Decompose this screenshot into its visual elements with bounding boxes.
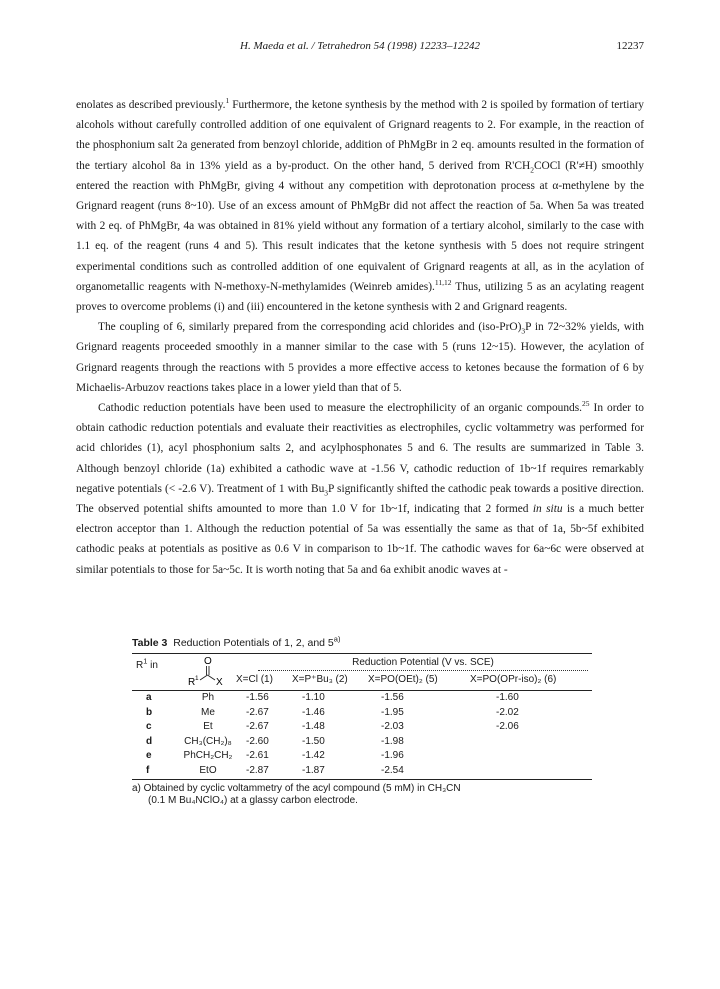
table-cell-label: a (146, 692, 152, 703)
table-cell-label: c (146, 721, 152, 733)
table-cell-label: e (146, 750, 152, 762)
table-cell-cl: -2.60 (246, 735, 269, 747)
table-cell-r1: EtO (199, 764, 217, 776)
col-header-poet: X=PO(OEt)₂ (5) (368, 674, 438, 685)
table-cell-pbu: -1.10 (302, 692, 325, 703)
article-body (76, 95, 644, 580)
struct-r-label: R (188, 677, 196, 688)
reduction-potential-header: Reduction Potential (V vs. SCE) (258, 656, 588, 671)
table-cell-cl: -2.61 (246, 750, 269, 762)
table-cell-label: f (146, 764, 150, 776)
p1-text-4: Thus, utilizing 5 as an acylating reagent proves to overcome problems (i) and (iii) encountered in the ketone synthesis with 2 and Grignard reagents. (76, 280, 644, 314)
struct-r-sup: 1 (195, 675, 199, 682)
table-footnote (132, 779, 592, 808)
table-footnote-line-2: (0.1 M Bu₄NClO₄) at a glassy carbon electrode. (148, 795, 358, 807)
p1-citation-1: 1 (225, 96, 230, 106)
p1-citation-2: 11,12 (434, 278, 452, 288)
table-cell-poet: -2.54 (381, 764, 404, 776)
table-cell-cl: -2.87 (246, 764, 269, 776)
table-cell-r1: CH₃(CH₂)₈ (184, 735, 232, 747)
table-cell-poet: -1.56 (381, 692, 404, 703)
table-3 (132, 634, 592, 808)
table-cell-poet: -1.95 (381, 706, 404, 718)
struct-oxygen-label: O (204, 656, 212, 667)
table-cell-popr: -1.60 (496, 692, 519, 703)
table-header (132, 653, 592, 691)
table-cell-popr: -2.02 (496, 706, 519, 718)
p1-subscript-1: 2 (530, 164, 534, 174)
col-header-popr: X=PO(OPr-iso)₂ (6) (470, 674, 557, 685)
table-caption-label: Table 3 (132, 637, 168, 649)
p3-text-4: is a much better electron acceptor than 1. Although the reduction potential of 5a was essentially the same as that of 1a, 5b~5f exhibited cathodic peaks at potentials as positive as 0.6 V in comparison to 1b~1f. The cathodic waves for 6a~6c were observed at similar potentials to those for 5a~5c. It is worth noting that 5a and 6a exhibit anodic waves at - (76, 503, 645, 576)
table-cell-r1: Me (201, 706, 215, 718)
page-number: 12237 (616, 40, 644, 52)
p2-subscript-1: 3 (521, 326, 526, 336)
r1-label-text: R (136, 660, 144, 671)
table-cell-poet: -1.98 (381, 735, 404, 747)
table-body (132, 691, 592, 779)
table-footnote-line-1: a) Obtained by cyclic voltammetry of the acyl compound (5 mM) in CH₃CN (132, 782, 461, 794)
table-cell-pbu: -1.50 (302, 735, 325, 747)
table-cell-pbu: -1.87 (302, 764, 325, 776)
table-caption (132, 634, 592, 649)
table-cell-r1: Ph (201, 692, 215, 703)
p1-text-1: enolates as described previously. (76, 99, 226, 111)
table-cell-cl: -2.67 (246, 721, 269, 733)
table-row (132, 720, 592, 735)
table-cell-poet: -1.96 (381, 750, 404, 762)
table-row (132, 764, 592, 779)
struct-bond-left (200, 675, 208, 680)
r1-in-text: in (147, 660, 158, 671)
table-cell-cl: -1.56 (246, 692, 269, 703)
p3-text-3: P significantly shifted the cathodic peak towards a positive direction. The observed potential shifts amounted to more than 1.0 V for 1b~1f, indicating that 2 formed (76, 482, 644, 516)
struct-bond-right (208, 675, 216, 680)
table-cell-pbu: -1.46 (302, 706, 325, 718)
col-header-pbu3: X=P⁺Bu₃ (2) (292, 674, 348, 685)
p1-text-2: Furthermore, the ketone synthesis by the method with 2 is spoiled by formation of tertiary alcohols without carefully controlled addition of one equivalent of Grignard reagents to 2. For example, in the reaction of the phosphonium salt 2a generated from benzoyl chloride, addition of PhMgBr in 2 eq. amounts resulted in the formation of the tertiary alcohol 8a in 13% yield as a by-product. On the other hand, 5 derived from R'CH (76, 99, 644, 172)
table-cell-pbu: -1.48 (302, 721, 325, 733)
p3-text-2: In order to obtain cathodic reduction potentials and evaluate their reactivities as electrophiles, cyclic voltammetry was performed for acid chlorides (1), acyl phosphonium salts 2, and acylphosphonates 5 and 6. The results are summarized in Table 3. Although benzoyl chloride (1a) exhibited a cathodic wave at -1.56 V, cathodic reduction of 1b~1f requires remarkably negative potentials (< -2.6 V). Treatment of 1 with Bu (76, 402, 644, 495)
p3-italic-1: in situ (532, 503, 563, 516)
table-cell-popr: -2.06 (496, 721, 519, 733)
p3-citation-1: 25 (582, 399, 590, 409)
running-title: H. Maeda et al. / Tetrahedron 54 (1998) 12233–12242 (240, 40, 480, 52)
table-row (132, 749, 592, 764)
col-header-cl: X=Cl (1) (236, 674, 273, 685)
table-cell-label: d (146, 735, 153, 747)
table-cell-cl: -2.67 (246, 706, 269, 718)
table-caption-text: Reduction Potentials of 1, 2, and 5 (173, 637, 334, 649)
p3-text-1: Cathodic reduction potentials have been used to measure the electrophilicity of an organic compounds. (98, 402, 582, 415)
table-cell-r1: Et (203, 721, 213, 733)
table-caption-footnote-mark: a) (333, 634, 341, 644)
p2-text-2: P in 72~32% yields, with Grignard reagents proceeded smoothly in a manner similar to the case with 5 (runs 12~15). However, the acylation of Grignard reagents through the reactions with 5 provides a more effective access to ketones because the formation of 6 by Michaelis-Arbuzov reactions takes place in a lower yield than that of 5. (76, 321, 644, 394)
paragraph-3 (76, 398, 644, 580)
p2-text-1: The coupling of 6, similarly prepared from the corresponding acid chlorides and (iso-PrO) (98, 321, 522, 334)
table-row (132, 706, 592, 721)
paragraph-1 (76, 95, 644, 317)
table-cell-pbu: -1.42 (302, 750, 325, 762)
paragraph-2 (76, 317, 644, 398)
table-cell-r1: PhCH₂CH₂ (183, 750, 233, 762)
p1-text-3: COCl (R'≠H) smoothly entered the reaction with PhMgBr, giving 4 without any competition with deprotonation process at α-methylene by the Grignard reagent (runs 8~10). Use of an excess amount of PhMgBr did not affect the reaction of 5a. When 5a was treated with 2 eq. of PhMgBr, 4a was obtained in 81% yield without any formation of a tertiary alcohol, similarly to the case with 1.1 eq. of the reagent (runs 4 and 5). This result indicates that the ketone synthesis with 5 does not require stringent experimental conditions such as controlled addition of one equivalent of Grignard reagents at all, as in the acylation of organometallic reagents with N-methoxy-N-methylamides (Weinreb amides). (76, 159, 644, 293)
table-row (132, 735, 592, 750)
table-row (132, 691, 592, 706)
r1-in-label (136, 656, 158, 671)
struct-x-label: X (216, 677, 223, 688)
p3-subscript-1: 3 (324, 488, 329, 498)
r1-label-sup: 1 (143, 656, 148, 666)
table-cell-label: b (146, 706, 153, 718)
table-cell-poet: -2.03 (381, 721, 404, 733)
